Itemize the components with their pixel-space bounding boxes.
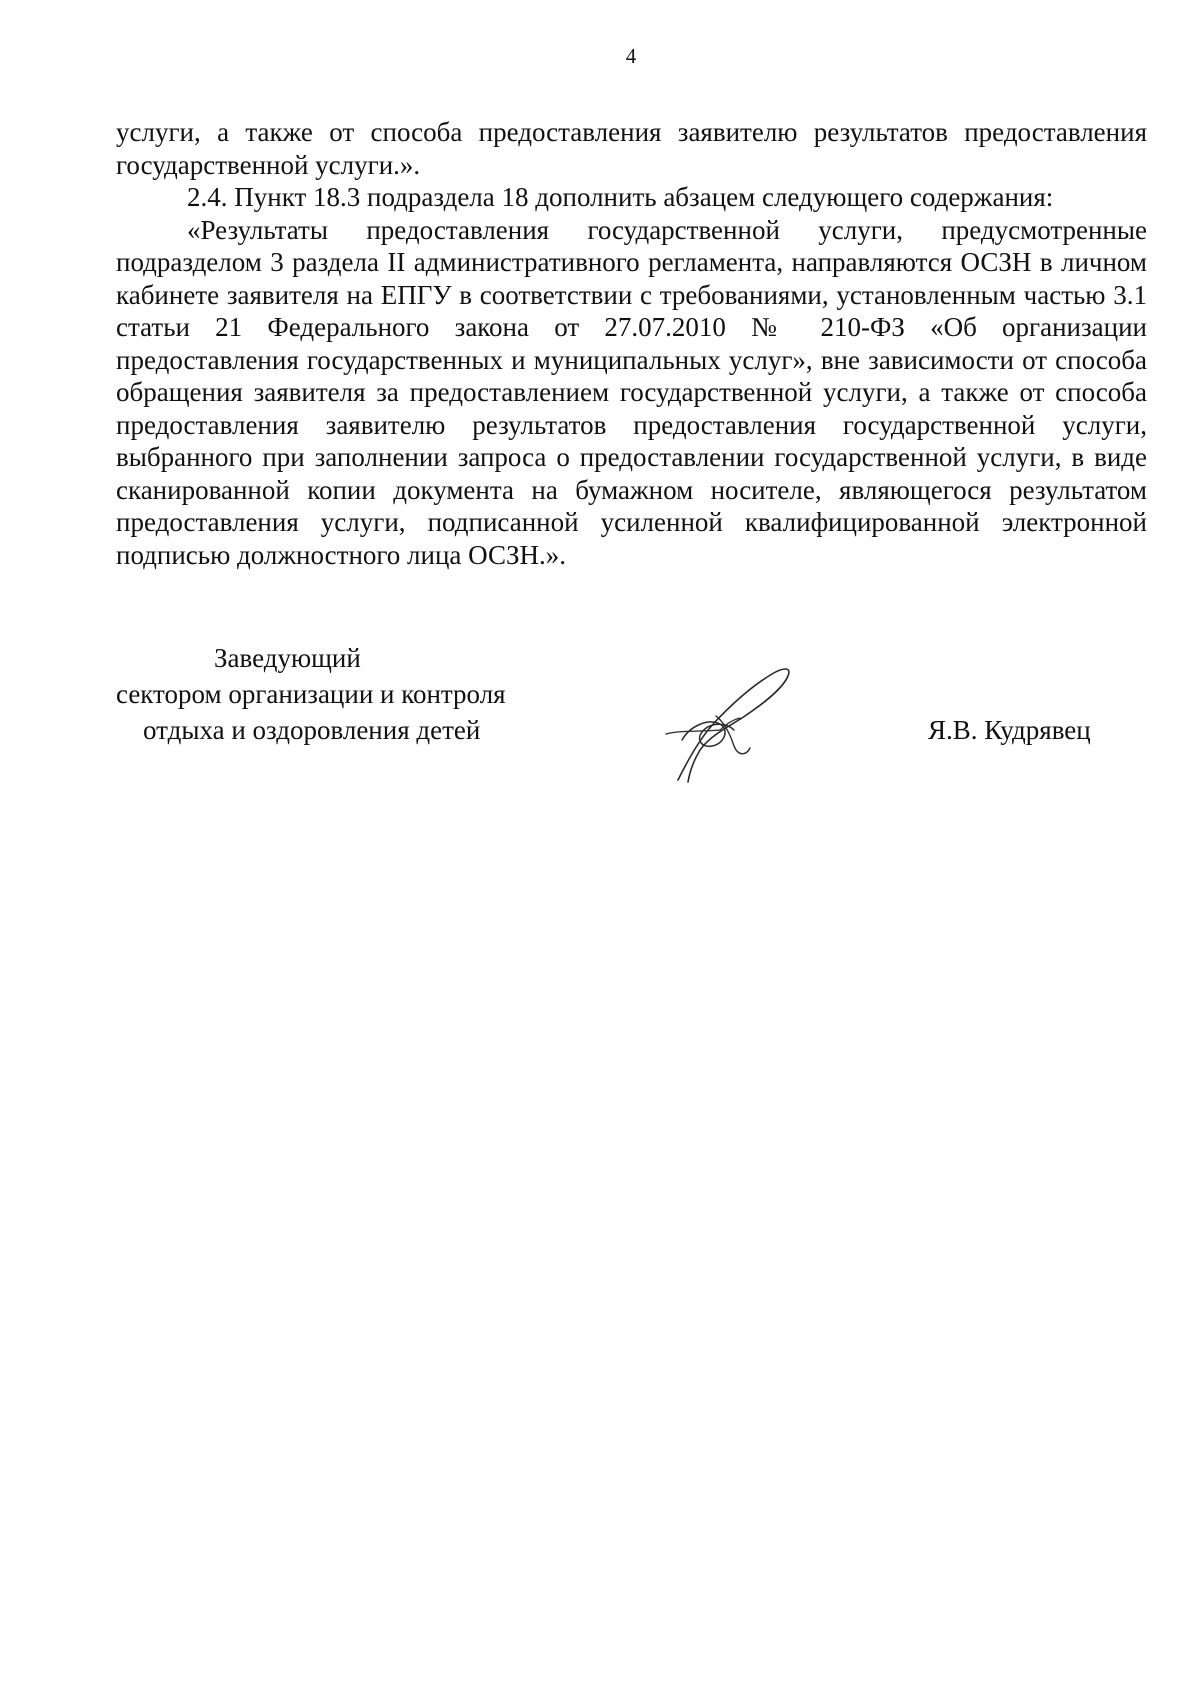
document-body (116, 116, 1147, 571)
position-line-2: сектором организации и контроля (116, 679, 506, 709)
position-line-3: отдыха и оздоровления детей (143, 715, 481, 745)
signer-name: Я.В. Кудрявец (928, 715, 1091, 745)
paragraph-continuation: услуги, а также от способа предоставления заявителю результатов предоставления государственной услуги.». (116, 117, 1147, 180)
page-number: 4 (625, 44, 637, 68)
paragraph-item-2-4: 2.4. Пункт 18.3 подраздела 18 дополнить абзацем следующего содержания: (187, 182, 1054, 212)
handwritten-signature-icon (660, 660, 810, 795)
position-line-1: Заведующий (214, 643, 361, 673)
signatory-position (116, 640, 506, 748)
paragraph-quoted-addition: «Результаты предоставления государственной услуги, предусмотренные подразделом 3 раздела II административного регламента, направляются ОСЗН в личном кабинете заявителя на ЕПГУ в соответствии с требованиями, установленным частью 3.1 статьи 21 Федерального закона от 27.07.2010 № 210-ФЗ «Об организации предоставления государственных и муниципальных услуг», вне зависимости от способа обращения заявителя за предоставлением государственной услуги, а также от способа предоставления заявителю результатов предоставления государственной услуги, выбранного при заполнении запроса о предоставлении государственной услуги, в виде сканированной копии документа на бумажном носителе, являющегося результатом предоставления услуги, подписанной усиленной квалифицированной электронной подписью должностного лица ОСЗН.». (116, 214, 1147, 570)
